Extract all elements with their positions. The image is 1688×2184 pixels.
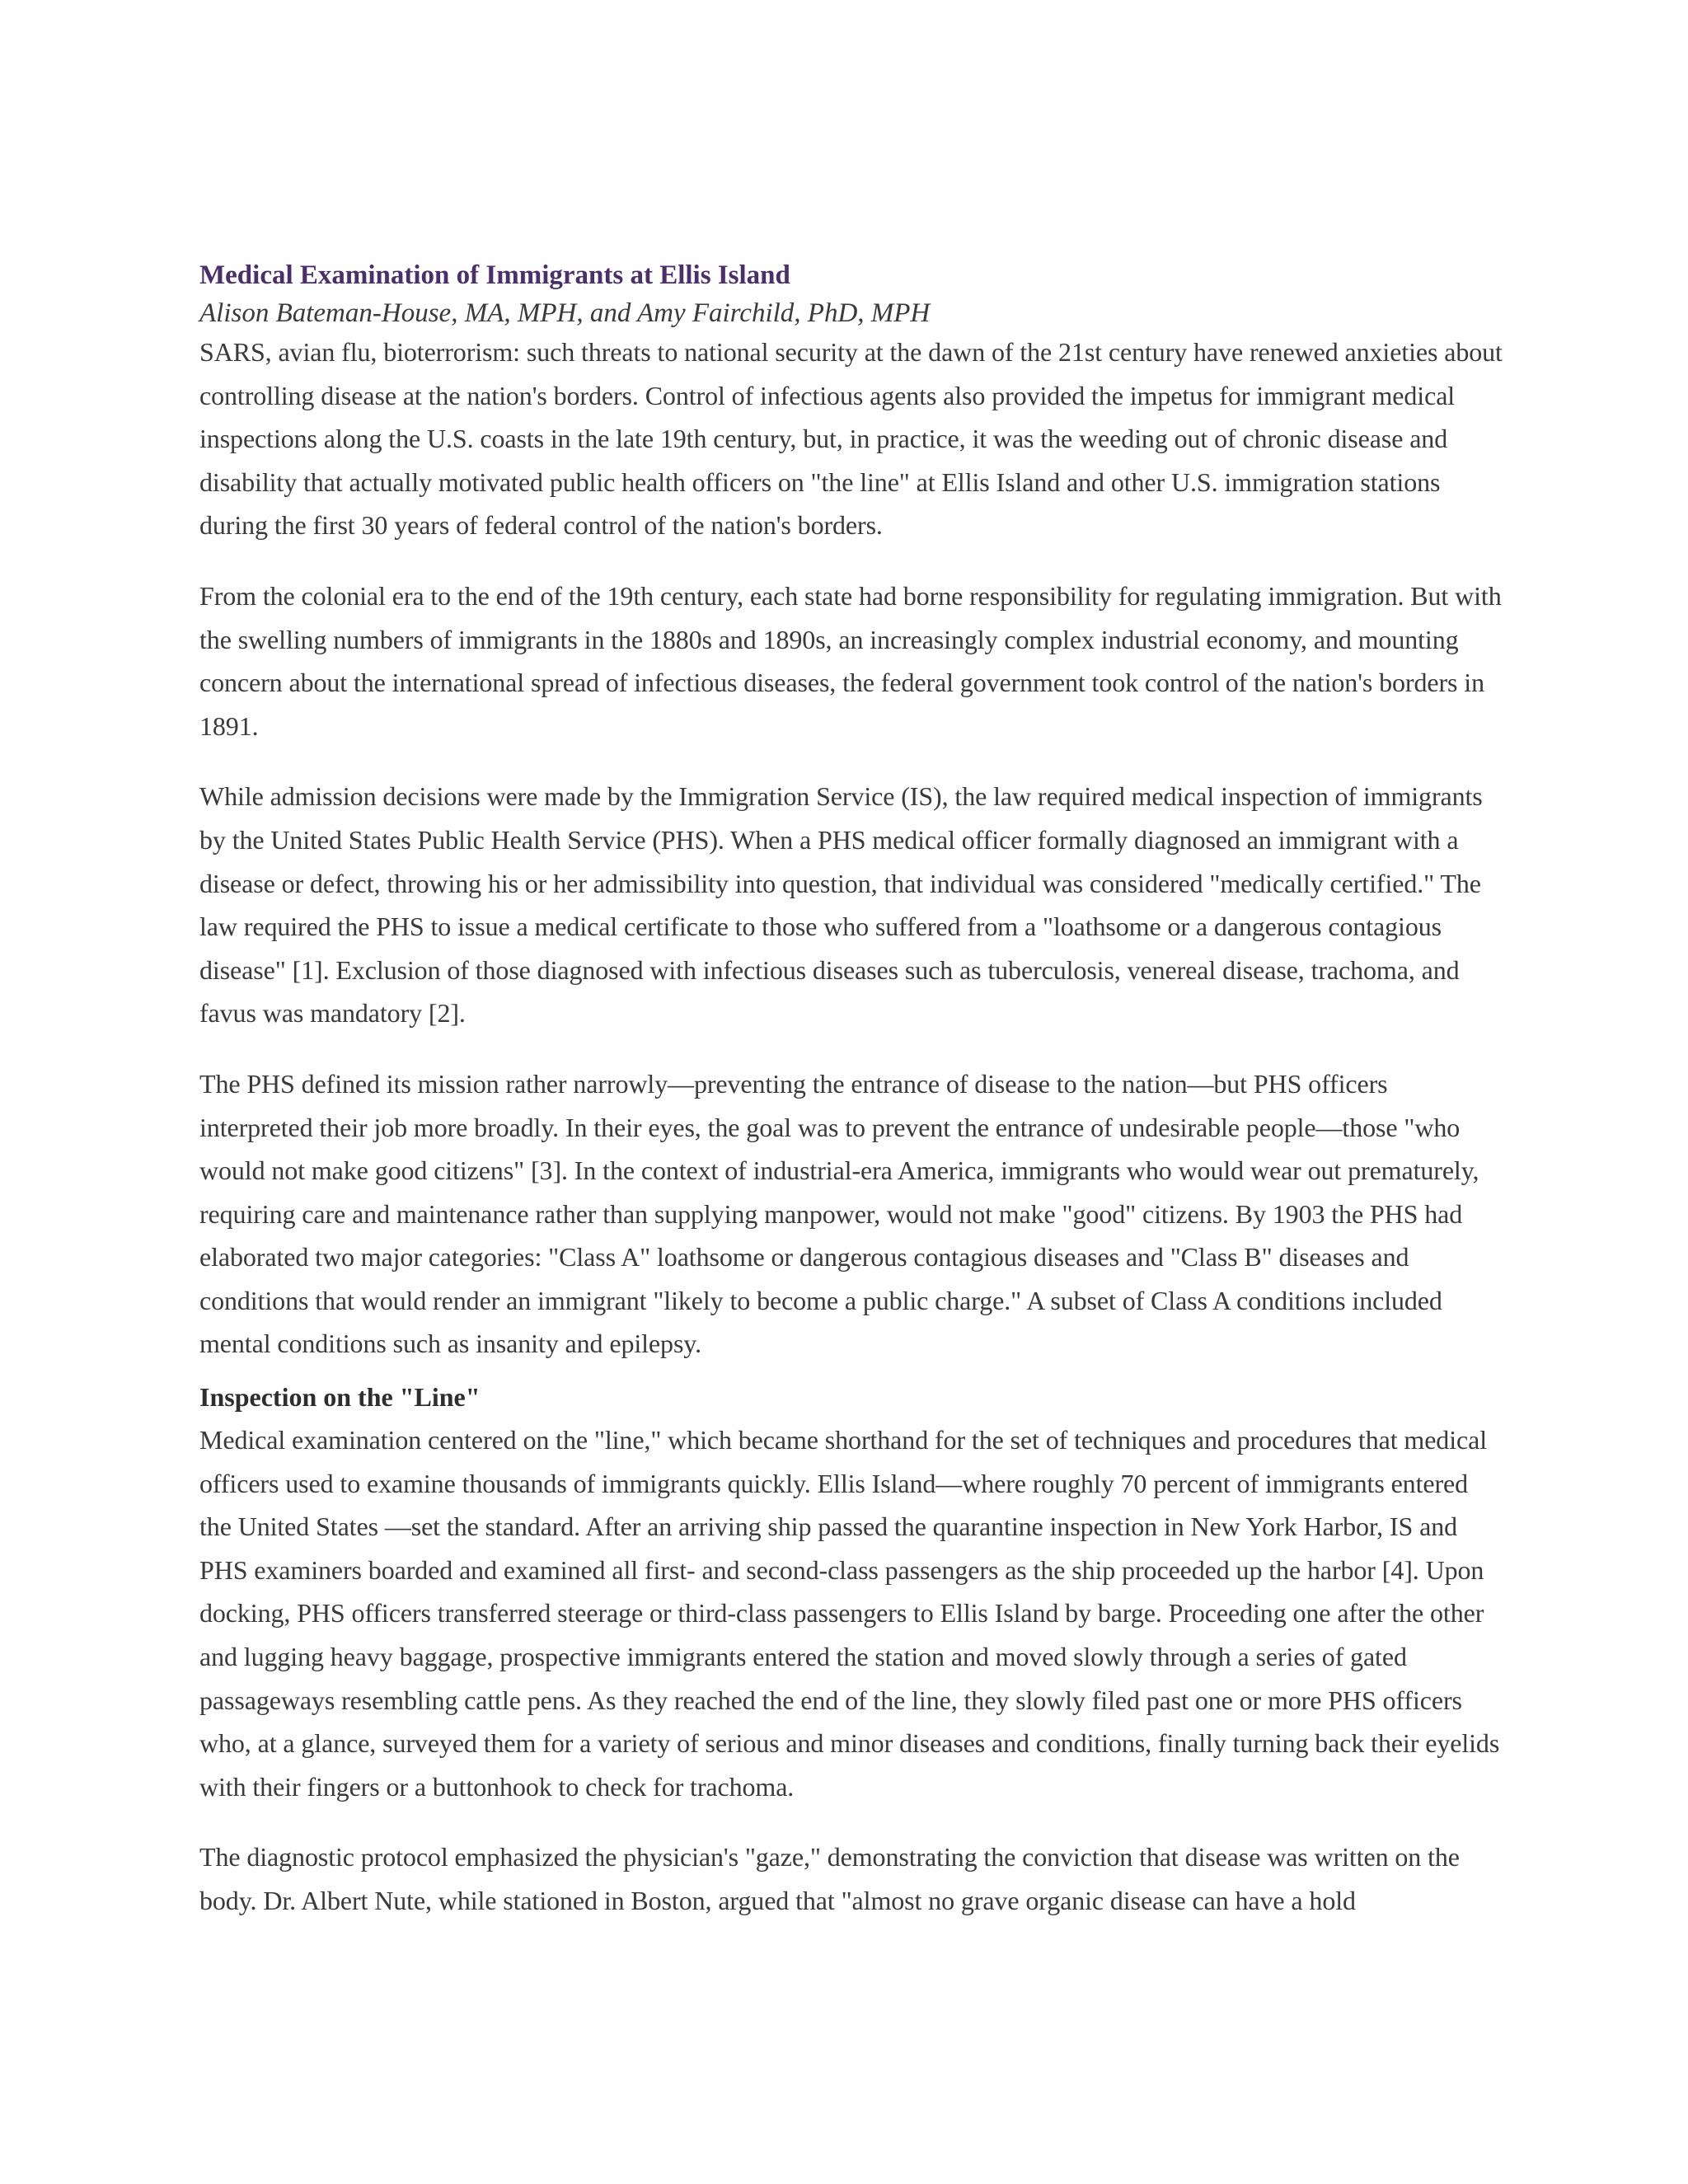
article-title: Medical Examination of Immigrants at Ellis Island xyxy=(199,260,790,290)
document-page xyxy=(199,255,1506,1950)
article-authors: Alison Bateman-House, MA, MPH, and Amy Fairchild, PhD, MPH xyxy=(199,298,931,328)
paragraph: The PHS defined its mission rather narrowly—preventing the entrance of disease to the nation—but PHS officers interpreted their job more broadly. In their eyes, the goal was to prevent the entrance of undesirable people—those "who would not make good citizens" [3]. In the context of industrial-era America, immigrants who would wear out prematurely, requiring care and maintenance rather than supplying manpower, would not make "good" citizens. By 1903 the PHS had elaborated two major categories: "Class A" loathsome or dangerous contagious diseases and "Class B" diseases and conditions that would render an immigrant "likely to become a public charge." A subset of Class A conditions included mental conditions such as insanity and epilepsy. xyxy=(199,1068,1479,1359)
paragraph: SARS, avian flu, bioterrorism: such threats to national security at the dawn of the 21st century have renewed anxieties about controlling disease at the nation's borders. Control of infectious agents also provided the impetus for immigrant medical inspections along the U.S. coasts in the late 19th century, but, in practice, it was the weeding out of chronic disease and disability that actually motivated public health officers on "the line" at Ellis Island and other U.S. immigration stations during the first 30 years of federal control of the nation's borders. xyxy=(199,337,1503,541)
paragraph: Medical examination centered on the "line," which became shorthand for the set of techniques and procedures that medical officers used to examine thousands of immigrants quickly. Ellis Island—where roughly 70 percent of immigrants entered the United States —set the standard. After an arriving ship passed the quarantine inspection in New York Harbor, IS and PHS examiners boarded and examined all first- and second-class passengers as the ship proceeded up the harbor [4]. Upon docking, PHS officers transferred steerage or third-class passengers to Ellis Island by barge. Proceeding one after the other and lugging heavy baggage, prospective immigrants entered the station and moved slowly through a series of gated passageways resembling cattle pens. As they reached the end of the line, they slowly filed past one or more PHS officers who, at a glance, surveyed them for a variety of serious and minor diseases and conditions, finally turning back their eyelids with their fingers or a buttonhook to check for trachoma. xyxy=(199,1425,1500,1802)
paragraph: The diagnostic protocol emphasized the physician's "gaze," demonstrating the conviction that disease was written on the body. Dr. Albert Nute, while stationed in Boston, argued that "almost no grave organic disease can have a hold xyxy=(199,1842,1460,1915)
paragraph: From the colonial era to the end of the 19th century, each state had borne responsibility for regulating immigration. But with the swelling numbers of immigrants in the 1880s and 1890s, an increasingly complex industrial economy, and mounting concern about the international spread of infectious diseases, the federal government took control of the nation's borders in 1891. xyxy=(199,580,1502,741)
section-heading: Inspection on the "Line" xyxy=(199,1382,481,1413)
paragraph: While admission decisions were made by the Immigration Service (IS), the law required medical inspection of immigrants by the United States Public Health Service (PHS). When a PHS medical officer formally diagnosed an immigrant with a disease or defect, throwing his or her admissibility into question, that individual was considered "medically certified." The law required the PHS to issue a medical certificate to those who suffered from a "loathsome or a dangerous contagious disease" [1]. Exclusion of those diagnosed with infectious diseases such as tuberculosis, venereal disease, trachoma, and favus was mandatory [2]. xyxy=(199,781,1483,1029)
